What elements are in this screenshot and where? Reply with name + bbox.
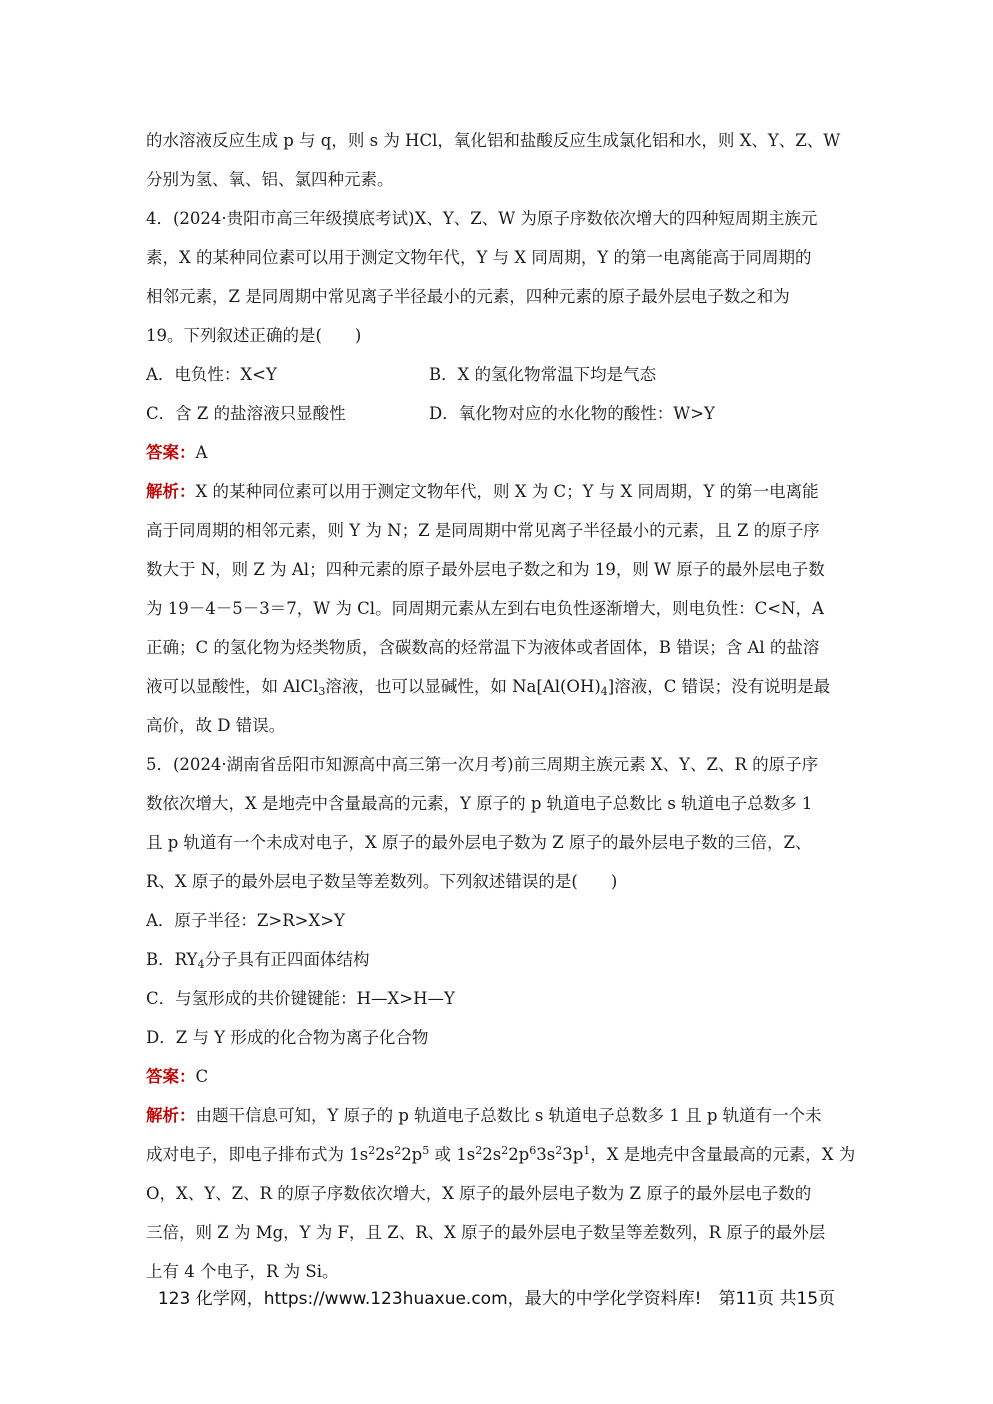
answer-value: A [195,443,208,462]
explanation-line: 数大于 N，则 Z 为 Al；四种元素的原子最外层电子数之和为 19，则 W 原子的最外层电子数 [146,560,825,579]
question-5-stem: 5．(2024·湖南省岳阳市知源高中高三第一次月考)前三周期主族元素 X、Y、Z、R 的原子序 [146,755,819,774]
option-a: A．电负性：X<Y [146,365,277,384]
option-c: C．与氢形成的共价键键能：H—X>H—Y [146,989,455,1008]
answer-label: 答案： [146,1067,196,1086]
text-line: 分别为氢、氧、铝、氯四种元素。 [146,170,394,189]
explanation-line: 高于同周期的相邻元素，则 Y 为 N；Z 是同周期中常见离子半径最小的元素，且 Z 的原子序 [146,521,820,540]
question-4-stem: 4．(2024·贵阳市高三年级摸底考试)X、Y、Z、W 为原子序数依次增大的四种短周期主族元 [146,209,818,228]
explanation-line: 正确；C 的氢化物为烃类物质，含碳数高的烃常温下为液体或者固体，B 错误；含 Al 的盐溶 [146,638,820,657]
question-5-stem: 数依次增大，X 是地壳中含量最高的元素，Y 原子的 p 轨道电子总数比 s 轨道电子总数多 1 [146,794,813,813]
explanation-line: 成对电子，即电子排布式为 $1s^22s^22p^5$ 或 $1s^22s^22p^63s^23p^1$，X 是地壳中含量最高的元素，X 为 [146,1144,856,1164]
explanation-line: 解析：X 的某种同位素可以用于测定文物年代，则 X 为 C；Y 与 X 同周期，Y 的第一电离能 [146,482,819,501]
answer-value: C [195,1067,209,1086]
question-4-stem: 素，X 的某种同位素可以用于测定文物年代，Y 与 X 同周期，Y 的第一电离能高于同周期的 [146,248,812,267]
option-a: A．原子半径：Z>R>X>Y [146,911,345,930]
question-4-options-row [146,362,862,388]
explanation-label: 解析： [146,1106,196,1125]
answer-line [146,440,862,466]
explanation-line: 液可以显酸性，如 AlCl$_3$溶液，也可以显碱性，如 $Na[Al(OH)_4]$溶液，C 错误；没有说明是最 [146,677,831,698]
explanation-line: 高价，故 D 错误。 [146,716,286,735]
question-4-options-row [146,401,862,427]
answer-label: 答案： [146,443,196,462]
explanation-line: 解析：由题干信息可知，Y 原子的 p 轨道电子总数比 s 轨道电子总数多 1 且 p 轨道有一个未 [146,1106,822,1125]
option-d: D．氧化物对应的水化物的酸性：W>Y [429,404,715,423]
explanation-line: O，X、Y、Z、R 的原子序数依次增大，X 原子的最外层电子数为 Z 原子的最外层电子数的 [146,1184,812,1203]
question-4-stem: 相邻元素，Z 是同周期中常见离子半径最小的元素，四种元素的原子最外层电子数之和为 [146,287,790,306]
explanation-line: 三倍，则 Z 为 Mg，Y 为 F，且 Z、R、X 原子的最外层电子数呈等差数列，R 原子的最外层 [146,1223,826,1242]
page-footer: 123 化学网，https://www.123huaxue.com，最大的中学化学资料库! 第11页 共15页 [157,1289,836,1309]
text-line: 的水溶液反应生成 p 与 q，则 s 为 HCl，氧化铝和盐酸反应生成氯化铝和水，则 X、Y、Z、W [146,131,841,150]
question-5-stem: R、X 原子的最外层电子数呈等差数列。下列叙述错误的是( ) [146,872,618,891]
answer-line [146,1064,862,1090]
explanation-line: 上有 4 个电子，R 为 Si。 [146,1262,339,1281]
explanation-line: 为 19－4－5－3＝7，W 为 Cl。同周期元素从左到右电负性逐渐增大，则电负性：C<N，A [146,599,824,618]
question-4-stem: 19。下列叙述正确的是( ) [146,326,362,345]
option-b: B．X 的氢化物常温下均是气态 [429,365,657,384]
option-d: D．Z 与 Y 形成的化合物为离子化合物 [146,1028,429,1047]
option-c: C．含 Z 的盐溶液只显酸性 [146,404,346,423]
explanation-label: 解析： [146,482,196,501]
question-5-stem: 且 p 轨道有一个未成对电子，X 原子的最外层电子数为 Z 原子的最外层电子数的三倍，Z、 [146,833,812,852]
option-b: B．$RY_4$分子具有正四面体结构 [146,950,370,971]
